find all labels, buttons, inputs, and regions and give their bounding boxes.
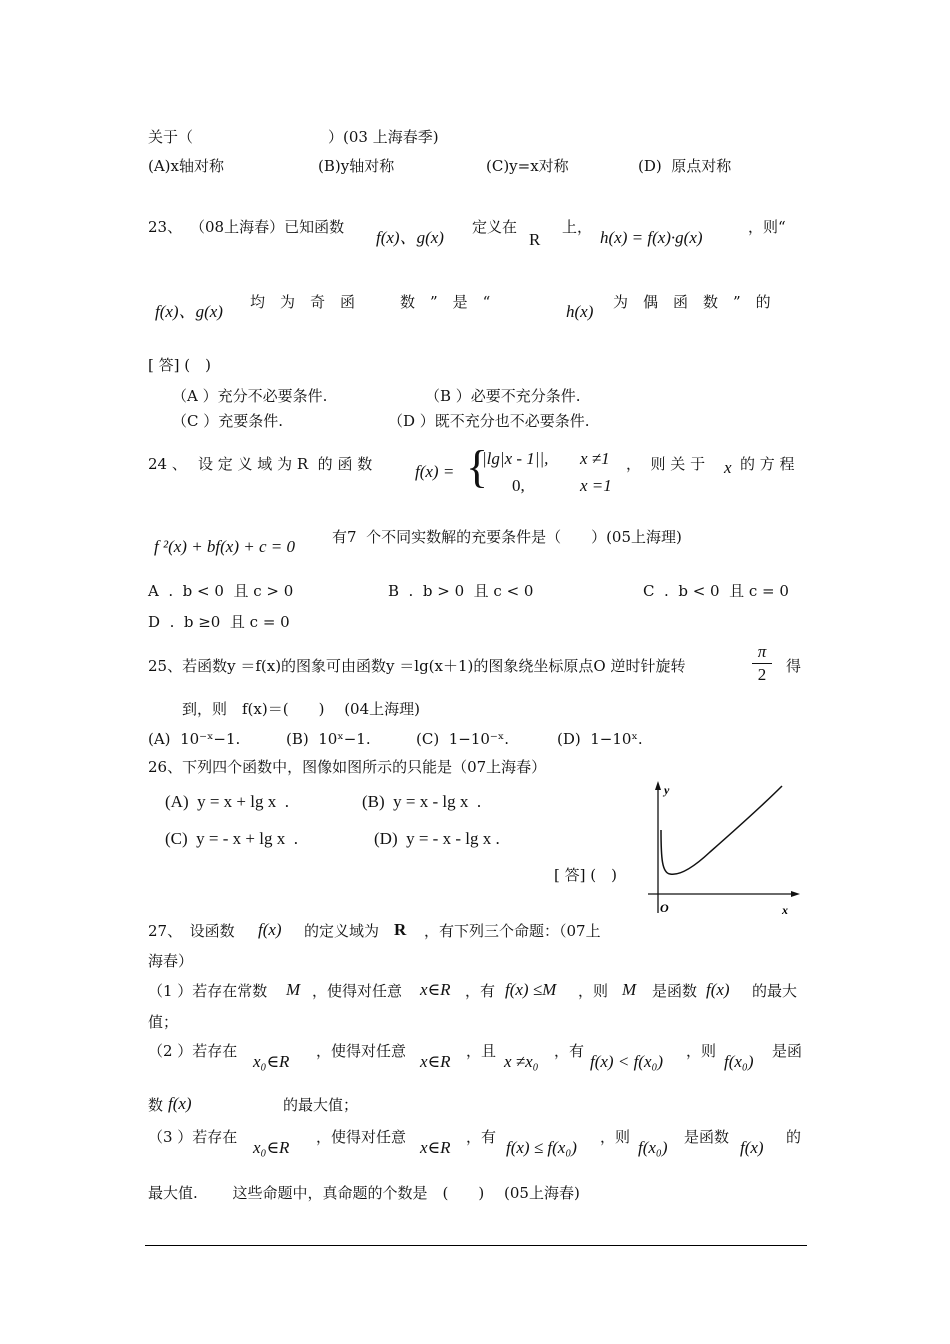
q27-p2-e: ，则: [686, 1042, 717, 1060]
q25-denominator: 2: [757, 665, 767, 684]
q24-option-c: C . b < 0 且 c = 0: [643, 582, 789, 600]
q27-p2-f: 是函: [772, 1042, 803, 1060]
q26-option-a: (A) y = x + lg x .: [165, 792, 289, 811]
q27-line2: 海春）: [148, 952, 194, 970]
q27-line1-c: ，有下列三个命题：（07上: [424, 922, 601, 940]
q27-p2-neq: x ≠x₀: [504, 1052, 539, 1071]
q25-pi: π: [757, 642, 767, 661]
q24-fx: f(x) =: [415, 462, 455, 481]
q27-p1-ineq: f(x) ≤M: [505, 980, 557, 999]
q24-var-x: x: [724, 458, 732, 477]
q25-option-c: (C) 1−10⁻ˣ.: [416, 730, 509, 748]
q24-number: 24 、: [148, 455, 187, 473]
q23-on: 上，: [562, 218, 593, 236]
q22-option-b: (B)y轴对称: [318, 157, 395, 175]
q27-p2-b: ，使得对任意: [316, 1042, 407, 1060]
q23-prefix: （08上海春）已知函数: [190, 218, 345, 236]
q27-p3-fx0: f(x₀): [638, 1138, 668, 1157]
q24-cond2: x =1: [580, 476, 612, 495]
q27-p2-ineq: f(x) < f(x₀): [590, 1052, 664, 1071]
q22-option-d: (D) 原点对称: [638, 157, 732, 175]
q24-brace: {: [466, 441, 489, 492]
function-curve: [661, 786, 782, 874]
q23-line2-mid: 均 为 奇 函 数 ” 是 “: [250, 293, 491, 311]
q25-line2: 到，则 f(x)＝( ) (04上海理): [182, 700, 420, 718]
q27-p3-ineq: f(x) ≤ f(x₀): [506, 1138, 577, 1157]
q23-line2-end: 为 偶 函 数 ” 的: [613, 293, 771, 311]
q24-option-d: D . b ≥0 且 c = 0: [148, 613, 290, 631]
x-axis-arrow: [791, 891, 800, 897]
q27-p2-x: x∈R: [420, 1052, 451, 1071]
q23-then: ，则“: [748, 218, 786, 236]
q27-p1-M2: M: [622, 980, 637, 999]
q27-p3-b: ，使得对任意: [316, 1128, 407, 1146]
q25-option-b: (B) 10ˣ−1.: [286, 730, 371, 748]
q24-case1: |lg|x - 1||,: [482, 449, 549, 468]
q27-p2-cont-fx: f(x): [168, 1094, 192, 1113]
q27-p3-x: x∈R: [420, 1138, 451, 1157]
q24-option-b: B . b > 0 且 c < 0: [388, 582, 534, 600]
q27-p3-c: ，有: [466, 1128, 497, 1146]
q24-eq-tail: 有7 个不同实数解的充要条件是（ ）(05上海理): [332, 528, 682, 546]
q27-p3-fx: f(x): [740, 1138, 764, 1157]
q27-p2-cont-a: 数: [148, 1096, 164, 1114]
q23-number: 23、: [148, 218, 183, 236]
q27-p1-a: （1 ）若存在常数: [148, 982, 268, 1000]
q27-p1-c: ，有: [465, 982, 496, 1000]
q24-post2: 的 方 程: [740, 455, 795, 473]
q27-p3-e: 是函数: [684, 1128, 730, 1146]
q27-p3-f: 的: [786, 1128, 802, 1146]
q27-p2-cont-b: 的最大值；: [283, 1096, 359, 1114]
origin-label: O: [660, 901, 669, 915]
q25-option-a: (A) 10⁻ˣ−1.: [148, 730, 241, 748]
q27-p2-c: ，且: [466, 1042, 497, 1060]
q23-option-a: （A ）充分不必要条件.: [172, 387, 328, 405]
q26-option-d: (D) y = - x - lg x .: [374, 829, 500, 848]
q23-R: R: [529, 230, 541, 249]
q24-cond1: x ≠1: [580, 449, 610, 468]
q24-prefix: 设 定 义 域 为 R 的 函 数: [198, 455, 373, 473]
y-axis-arrow: [655, 781, 661, 790]
q24-case2: 0,: [512, 476, 525, 495]
q27-p1-M: M: [286, 980, 301, 999]
q25-line1: 25、若函数y ＝f(x)的图象可由函数y ＝lg(x＋1)的图象绕坐标原点O 逆时针旋转: [148, 657, 686, 675]
q23-option-b: （B ）必要不充分条件.: [425, 387, 581, 405]
q27-line1-fx: f(x): [258, 920, 282, 939]
q23-answer: [ 答] ( ): [148, 356, 211, 374]
q26-answer: [ 答] ( ): [554, 866, 617, 884]
q27-p2-a: （2 ）若存在: [148, 1042, 238, 1060]
q27-p1-x: x∈R: [420, 980, 451, 999]
footer-rule: [145, 1245, 807, 1246]
q23-option-c: （C ）充要条件.: [172, 412, 284, 430]
q26-option-b: (B) y = x - lg x .: [362, 792, 482, 811]
q27-line1-b: 的定义域为: [304, 922, 380, 940]
q27-p2-x0: x₀∈R: [253, 1052, 290, 1071]
q27-p2-fx0: f(x₀): [724, 1052, 754, 1071]
q27-p3-d: ，则: [600, 1128, 631, 1146]
q26-line1: 26、下列四个函数中，图像如图所示的只能是（07上海春）: [148, 758, 547, 776]
q27-line1-R: R: [394, 920, 407, 939]
q24-option-a: A . b < 0 且 c > 0: [148, 582, 294, 600]
q27-p3-a: （3 ）若存在: [148, 1128, 238, 1146]
q23-line2-fg: f(x)、g(x): [155, 302, 223, 321]
q27-p1-fx: f(x): [706, 980, 730, 999]
q27-p1-cont: 值；: [148, 1013, 179, 1031]
q23-h-eq: h(x) = f(x)·g(x): [600, 228, 703, 247]
q27-p1-b: ，使得对任意: [312, 982, 403, 1000]
q27-line1-a: 27、 设函数: [148, 922, 235, 940]
q25-get: 得: [786, 657, 802, 675]
q27-last-line: 最大值. 这些命题中，真命题的个数是 ( ) (05上海春): [148, 1184, 580, 1202]
q26-option-c: (C) y = - x + lg x .: [165, 829, 298, 848]
x-label: x: [782, 903, 788, 917]
q22-option-a: (A)x轴对称: [148, 157, 224, 175]
q27-p1-e: 是函数: [652, 982, 698, 1000]
q22-tail: 关于（ ）(03 上海春季): [148, 128, 439, 146]
q27-p2-d: ，有: [554, 1042, 585, 1060]
y-label: y: [664, 783, 670, 797]
q25-option-d: (D) 1−10ˣ.: [557, 730, 643, 748]
q27-p1-d: ，则: [578, 982, 609, 1000]
q25-fraction: [752, 642, 772, 685]
q27-p1-f: 的最大: [752, 982, 798, 1000]
q24-post: ， 则 关 于: [626, 455, 706, 473]
q27-p3-x0: x₀∈R: [253, 1138, 290, 1157]
q23-fg: f(x)、g(x): [376, 228, 444, 247]
q22-option-c: (C)y=x对称: [486, 157, 569, 175]
q24-equation: f ²(x) + bf(x) + c = 0: [154, 537, 295, 556]
q23-option-d: （D ）既不充分也不必要条件.: [388, 412, 590, 430]
q23-line2-h: h(x): [566, 302, 594, 321]
q26-graph: [640, 778, 810, 923]
q23-defined: 定义在: [472, 218, 518, 236]
